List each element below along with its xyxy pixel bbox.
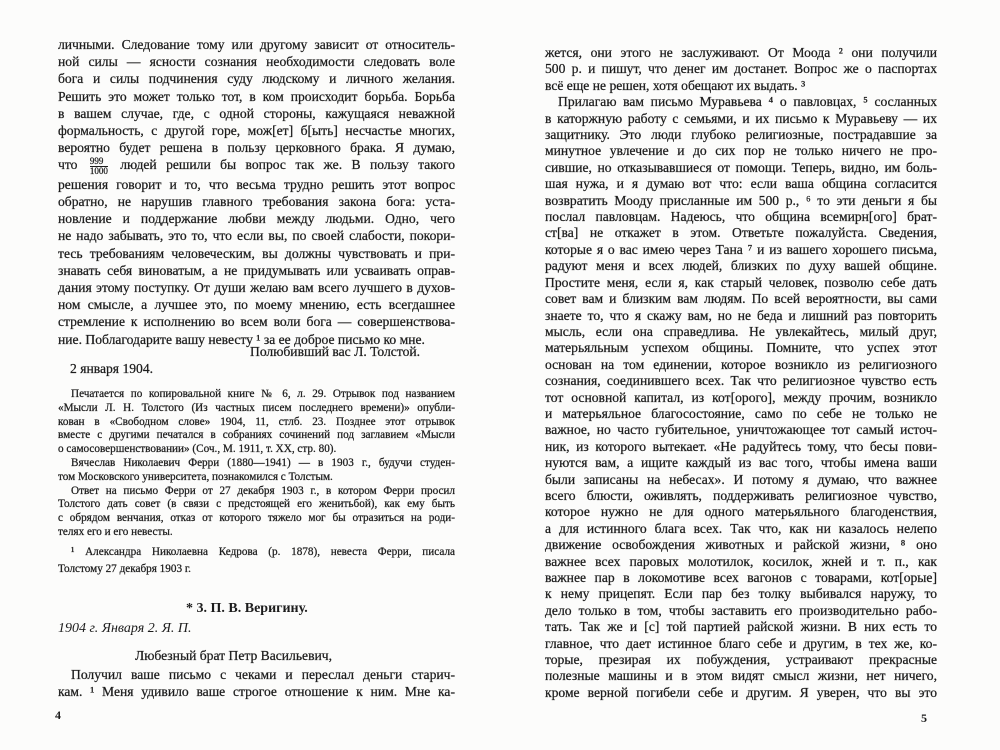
page-number-left: 4 (55, 708, 61, 722)
text-line: важное, но часто губительное, уничтожающее тот самый источ- (545, 422, 937, 438)
text-line: Решить это может только тот, в ком происходит борьба. Борьба (58, 88, 455, 104)
text-line: радуют меня и всех людей, близких по духу вашей общине. (545, 258, 937, 274)
text-line: не надо забывать, это то, что если вы, по своей слабости, покори- (58, 228, 455, 244)
text-line: тать. Так же и [с] той партией райской жизни. В них есть то (545, 619, 937, 635)
text-line: к нему прицепят. Если пар без толку выбивался наружу, то (545, 586, 937, 602)
text-line: знавать себя виноватым, а не придумывать или усваивать оправ- (58, 262, 455, 278)
text-line: Толстому 27 декабря 1903 г. (58, 562, 191, 575)
text-line: вероятно будет решена в пользу церковного брака. Я думаю, (58, 140, 455, 156)
editorial-notes (58, 388, 455, 540)
text-line: формальность, с другой горе, мож[ет] б[ыть] несчастье многих, (58, 123, 455, 139)
text-line: обратно, не нарушив главного требования закона бога: уста- (58, 194, 455, 209)
text-line: стремление к исполнению во всем воли бога — совершенствова- (58, 314, 455, 330)
text-line: всё еще не решен, хотя обещают их выдать. ³ (545, 77, 806, 93)
text-line: защитнику. Это люди глубоко религиозные, пострадавшие за (545, 127, 937, 143)
text-line: Печатается по копировальной книге № 6, л. 29. Отрывок под названием (71, 388, 455, 400)
text-line: жется, они этого не заслуживают. От Моода ² они получили (545, 45, 937, 60)
text-line: совет вам и близким вам людям. По всей вероятности, вы сами (545, 291, 937, 307)
text-line: ной силы — ясности сознания необходимости следовать воле (58, 54, 455, 70)
text-line: Получил ваше письмо с чеками и переслал деньги старич- (71, 667, 455, 682)
text-line: дания этому поступку. От души желаю вам всего лучшего в духов- (58, 280, 455, 296)
text-line: в каторжную работу с семьями, и их письмо к Муравьеву — их (545, 110, 937, 126)
text-line: кам. ¹ Меня удивило ваше строгое отношение к ним. Мне ка- (58, 684, 455, 700)
letter-heading: * 3. П. В. Веригину. (186, 601, 308, 616)
text-line: Простите меня, если я, как старый человек, позволю себе дать (545, 274, 937, 290)
text-line: Ответ на письмо Ферри от 27 декабря 1903 г., в котором Ферри просил (71, 484, 455, 497)
text-line: которые я о вас имею через Тана ⁷ и из вашего хорошего письма, (545, 241, 937, 257)
text-line: были записаны на небесах». И потому я думаю, что важнее (545, 471, 937, 487)
text-line: важнее всех паровых молотилок, косилок, жней и т. п., как (545, 553, 937, 569)
text-line: послал павловцам. Надеюсь, что община всемирн[ого] брат- (545, 209, 937, 225)
text-line: телях его и его невесты. (58, 525, 173, 538)
text-line: знаете то, что я скажу вам, но не беда и лишний раз повторить (545, 307, 937, 323)
text-line: в вашем случае, где, с одной стороны, кажущаяся неважной (58, 105, 455, 121)
text-line: ном смысле, а лучшее это, по моему мнению, есть всегдашнее (58, 297, 455, 313)
text-line: важнее пар в локомотиве всех вагонов с товарами, кот[орые] (545, 570, 937, 585)
letter-date: 2 января 1904. (70, 361, 154, 376)
text-line: всего блюсти, оживлять, поддерживать религиозное чувство, (545, 487, 937, 503)
text-line: вместе с другими печатался в собраниях сочинений под заглавием «Мысли (58, 429, 455, 442)
text-line: решения говорит и то, что весьма трудно решить этот вопрос (58, 176, 455, 192)
text-line: Толстого дать совет (в связи с предстоящей его женитьбой), как ему быть (58, 498, 455, 511)
text-line: а для истинного блага всех. Так что, как ни казалось нелепо (545, 520, 937, 536)
text-line: о самосовершенствовании» (Соч., М. 1911, т. XX, стр. 80). (58, 443, 337, 456)
text-line: 500 р. и пишут, что денег им достанет. Вопрос же о паспортах (545, 61, 937, 77)
text-line: сознания, соединившего всех. Так что религиозное чувство есть (545, 373, 937, 389)
text-line: нуются вам, а ищите каждый из вас того, чтобы имена ваши (545, 455, 937, 471)
text-line: ¹ Александра Николаевна Кедрова (р. 1878), невеста Ферри, писала (71, 546, 455, 558)
text-line: ние. Поблагодарите вашу невесту ¹ за ее доброе письмо ко мне. (58, 331, 425, 347)
text-line: матерьяльным успехом общины. Помните, что успех этот (545, 340, 937, 356)
fraction-numerator: 999 (89, 155, 104, 166)
fraction-denominator: 1000 (89, 165, 108, 176)
text-line: новление и поддержание любви между людьми. Одно, чего (58, 211, 455, 227)
text-line: и матерьяльное благосостояние, само по себе не только не (545, 405, 937, 421)
text-line: мысль, если она справедлива. Не увлекайтесь, милый друг, (545, 323, 937, 339)
text-line: движение освобождения животных и райской жизни, ⁸ оно (545, 537, 937, 553)
letter-body-start (58, 666, 455, 700)
text-line: основан на том единении, которое возникло из религиозного (545, 356, 937, 372)
text-line: тот основной капитал, из кот[орого], между прочим, возникло (545, 389, 937, 405)
text-line: личными. Следование тому или другому зависит от относитель- (58, 37, 455, 52)
text-line: бога и силы подчинения суду людскому и личного желания. (58, 71, 455, 87)
line-suffix: людей решили бы вопрос так же. В пользу такого (120, 157, 455, 173)
text-line: Вячеслав Николаевич Ферри (1880—1941) — в 1903 г., будучи студен- (71, 456, 455, 469)
salutation: Любезный брат Петр Васильевич, (135, 648, 333, 663)
fraction (90, 157, 108, 176)
text-line: тесь требованиям человеческим, вы должны чувствовать и при- (58, 245, 455, 261)
text-line: которое нужно не для одного матерьяльного благоденствия, (545, 504, 937, 520)
text-line: сившие, но отказывавшиеся от помощи. Теперь, видно, им боль- (545, 159, 937, 175)
text-line: «Мысли Л. Н. Толстого (Из частных писем последнего времени)» опубли- (58, 401, 455, 414)
text-line: торые, презирая их побуждения, устраивают прекрасные (545, 652, 937, 668)
text-line: главное, что дает истинное благо себе и другим, в тех же, ко- (545, 635, 937, 651)
text-line: кроме верной погибели себе и другим. Я уверен, что вы это (545, 684, 937, 700)
text-line: ник, из которого вытекает. «Не радуйтесь тому, что бесы пови- (545, 438, 937, 454)
right-main-text (545, 45, 937, 701)
text-line: минутное увлечение и до сих пор не только ничего не про- (545, 143, 937, 159)
line-prefix: что (58, 157, 78, 173)
page-number-right: 5 (921, 711, 927, 725)
text-line: с обрядом венчания, отказ от которого тяжело мог бы отразиться на роди- (58, 512, 455, 525)
signature: Полюбивший вас Л. Толстой. (250, 344, 421, 359)
footnote (58, 544, 455, 577)
text-line: ст[ва] не откажет в этом. Ответьте пожалуйста. Сведения, (545, 225, 937, 241)
text-line: дело только в том, чтобы заставить его производительно рабо- (545, 602, 937, 618)
left-main-text (58, 36, 455, 348)
letter-place-date: 1904 г. Января 2. Я. П. (58, 621, 192, 636)
text-line: кован в «Свободном слове» 1904, 11, стлб. 23. Позднее этот отрывок (58, 415, 455, 428)
text-line: Прилагаю вам письмо Муравьева ⁴ о павловцах, ⁵ сосланных (558, 94, 937, 110)
text-line (58, 156, 455, 175)
text-line: том Московского университета, познакомился с Толстым. (58, 470, 333, 483)
text-line: шая нужа, и я думаю вот что: если ваша община согласится (545, 176, 937, 192)
text-line: полезные машины и в этом видят смысл жизни, нет ничего, (545, 668, 937, 684)
text-line: возвратить Мооду присланные им 500 р., ⁶ то эти деньги я бы (545, 192, 937, 208)
